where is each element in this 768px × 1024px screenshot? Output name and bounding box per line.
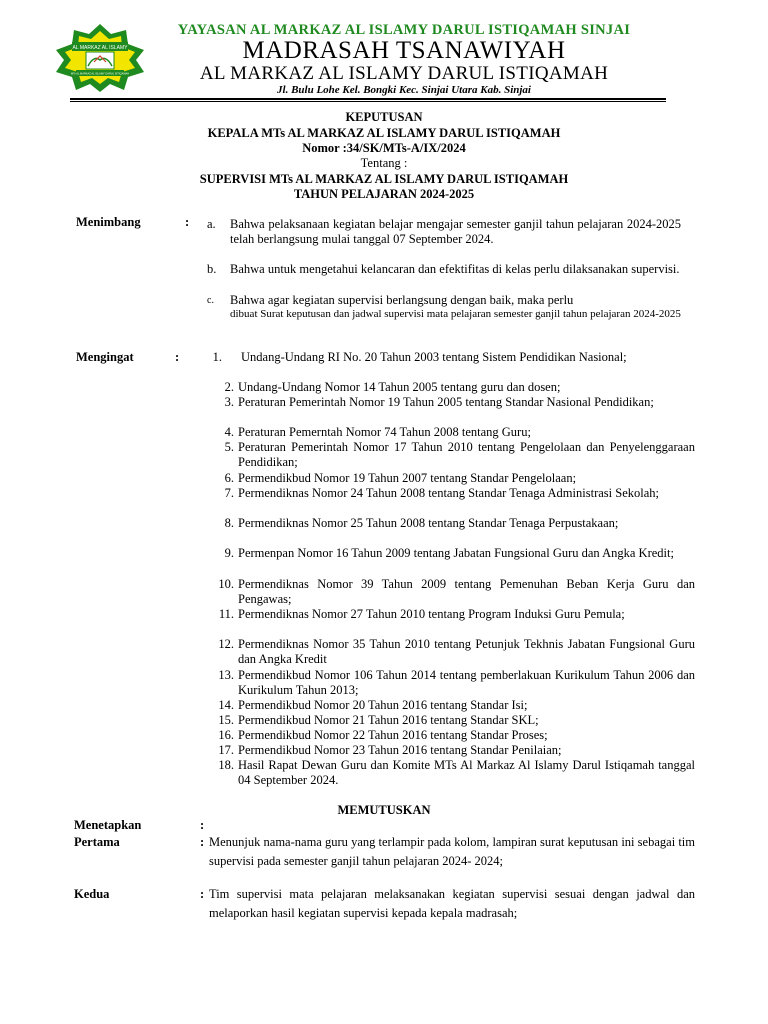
mengingat-item-text: Permendikbud Nomor 19 Tahun 2007 tentang Standar Pengelolaan; bbox=[238, 471, 577, 485]
mengingat-item-key: 15. bbox=[218, 713, 234, 727]
doc-about-label: Tentang : bbox=[360, 156, 408, 170]
mengingat-item-key: 4. bbox=[224, 425, 234, 439]
mengingat-item-key: 3. bbox=[224, 395, 234, 409]
mengingat-item-text: Permendiknas Nomor 39 Tahun 2009 tentang Pemenuhan Beban Kerja Guru dan Pengawas; bbox=[238, 577, 695, 606]
logo-top-text: AL MARKAZ AL ISLAMY bbox=[72, 45, 128, 51]
school-logo-icon bbox=[50, 22, 150, 92]
mengingat-item-text: Permendikbud Nomor 23 Tahun 2016 tentang Standar Penilaian; bbox=[238, 743, 562, 757]
kedua-colon: : bbox=[200, 887, 205, 901]
menimbang-item-key: b. bbox=[207, 262, 217, 276]
mengingat-item-key: 7. bbox=[224, 486, 234, 500]
logo-bottom-text: MTs AL MARKAZ AL ISLAMY DARUL ISTIQAMAH bbox=[70, 72, 130, 76]
mengingat-item-text: Permendiknas Nomor 35 Tahun 2010 tentang Petunjuk Tekhnis Jabatan Fungsional Guru dan Angka Kredit bbox=[238, 637, 695, 666]
mengingat-label: Mengingat bbox=[76, 350, 134, 364]
mengingat-item-text: Peraturan Pemerintah Nomor 19 Tahun 2005 tentang Standar Nasional Pendidikan; bbox=[238, 395, 654, 409]
mengingat-item-text: Permendiknas Nomor 27 Tahun 2010 tentang Program Induksi Guru Pemula; bbox=[238, 607, 625, 621]
mengingat-item-text: Permendikbud Nomor 20 Tahun 2016 tentang Standar Isi; bbox=[238, 698, 528, 712]
menimbang-label: Menimbang bbox=[76, 215, 141, 229]
mengingat-item-text: Permenpan Nomor 16 Tahun 2009 tentang Jabatan Fungsional Guru dan Angka Kredit; bbox=[238, 546, 674, 560]
mengingat-item-text: Hasil Rapat Dewan Guru dan Komite MTs Al Markaz Al Islamy Darul Istiqamah tanggal 04 September 2024. bbox=[238, 758, 695, 787]
pertama-text: Menunjuk nama-nama guru yang terlampir pada kolom, lampiran surat keputusan ini sebagai tim supervisi pada semester ganjil tahun pelajaran 2024- 2024; bbox=[209, 835, 695, 868]
menetapkan-colon: : bbox=[200, 818, 205, 832]
mengingat-item-key: 10. bbox=[218, 577, 234, 591]
menimbang-item-text: Bahwa agar kegiatan supervisi berlangsung dengan baik, maka perlu bbox=[230, 293, 574, 307]
doc-issuer: KEPALA MTs AL MARKAZ AL ISLAMY DARUL ISTIQAMAH bbox=[207, 126, 561, 140]
doc-title: KEPUTUSAN bbox=[345, 110, 423, 124]
header-rule-thick bbox=[70, 98, 666, 100]
kedua-label: Kedua bbox=[74, 887, 110, 901]
doc-number: Nomor :34/SK/MTs-A/IX/2024 bbox=[302, 141, 466, 155]
menetapkan-label: Menetapkan bbox=[74, 818, 142, 832]
mengingat-item-key: 11. bbox=[218, 607, 234, 621]
menimbang-colon: : bbox=[185, 215, 190, 229]
mengingat-item-key: 18. bbox=[218, 758, 234, 772]
mengingat-item-key: 14. bbox=[218, 698, 234, 712]
mengingat-item-key: 12. bbox=[218, 637, 234, 651]
mengingat-item-key: 8. bbox=[224, 516, 234, 530]
foundation-name: YAYASAN AL MARKAZ AL ISLAMY DARUL ISTIQAMAH SINJAI bbox=[177, 22, 631, 38]
pertama-label: Pertama bbox=[74, 835, 120, 849]
mengingat-item-key: 9. bbox=[224, 546, 234, 560]
mengingat-item-key: 5. bbox=[224, 440, 234, 454]
mengingat-item-key: 1. bbox=[212, 350, 222, 364]
mengingat-item-key: 6. bbox=[224, 471, 234, 485]
mengingat-item-key: 13. bbox=[218, 668, 234, 682]
mengingat-item-key: 2. bbox=[224, 380, 234, 394]
pertama-colon: : bbox=[200, 835, 205, 849]
menimbang-item-key: a. bbox=[207, 217, 216, 231]
mengingat-item-text: Peraturan Pemerintah Nomor 17 Tahun 2010 tentang Pengelolaan dan Penyelenggaraan Pendidikan; bbox=[238, 440, 695, 469]
mengingat-item-text: Permendiknas Nomor 25 Tahun 2008 tentang Standar Tenaga Perpustakaan; bbox=[238, 516, 619, 530]
mengingat-item-key: 16. bbox=[218, 728, 234, 742]
school-address: Jl. Bulu Lohe Kel. Bongki Kec. Sinjai Utara Kab. Sinjai bbox=[277, 84, 531, 96]
mengingat-item-text: Undang-Undang RI No. 20 Tahun 2003 tentang Sistem Pendidikan Nasional; bbox=[241, 350, 627, 364]
school-name: AL MARKAZ AL ISLAMY DARUL ISTIQAMAH bbox=[199, 63, 609, 84]
madrasah-name: MADRASAH TSANAWIYAH bbox=[242, 37, 566, 64]
mengingat-colon: : bbox=[175, 350, 180, 364]
mengingat-item-text: Peraturan Pemerntah Nomor 74 Tahun 2008 tentang Guru; bbox=[238, 425, 531, 439]
doc-subject: SUPERVISI MTs AL MARKAZ AL ISLAMY DARUL ISTIQAMAH bbox=[199, 172, 569, 186]
mengingat-item-text: Permendikbud Nomor 21 Tahun 2016 tentang Standar SKL; bbox=[238, 713, 539, 727]
menimbang-item-text: Bahwa pelaksanaan kegiatan belajar mengajar semester ganjil tahun pelajaran 2024-2025 telah berlangsung mulai tanggal 07 September 2024. bbox=[230, 217, 681, 246]
kedua-text: Tim supervisi mata pelajaran melaksanakan kegiatan supervisi sesuai dengan jadwal dan melaporkan hasil kegiatan supervisi kepada kepala madrasah; bbox=[209, 887, 695, 920]
mengingat-item-text: Undang-Undang Nomor 14 Tahun 2005 tentang guru dan dosen; bbox=[238, 380, 561, 394]
mengingat-item-text: Permendikbud Nomor 22 Tahun 2016 tentang Standar Proses; bbox=[238, 728, 548, 742]
memutuskan-heading: MEMUTUSKAN bbox=[337, 803, 431, 817]
menimbang-item-key: c. bbox=[207, 295, 214, 306]
header-rule-thin bbox=[70, 101, 666, 102]
mengingat-item-key: 17. bbox=[218, 743, 234, 757]
mengingat-item-text: Permendiknas Nomor 24 Tahun 2008 tentang Standar Tenaga Administrasi Sekolah; bbox=[238, 486, 659, 500]
doc-academic-year: TAHUN PELAJARAN 2024-2025 bbox=[293, 187, 475, 201]
mengingat-item-text: Permendikbud Nomor 106 Tahun 2014 tentang pemberlakuan Kurikulum Tahun 2006 dan Kurikulum Tahun 2013; bbox=[238, 668, 695, 697]
menimbang-item-text-continued: dibuat Surat keputusan dan jadwal supervisi mata pelajaran semester ganjil tahun pelajaran 2024-2025 bbox=[230, 308, 681, 320]
menimbang-item-text: Bahwa untuk mengetahui kelancaran dan efektifitas di kelas perlu dilaksanakan supervisi. bbox=[230, 262, 680, 276]
